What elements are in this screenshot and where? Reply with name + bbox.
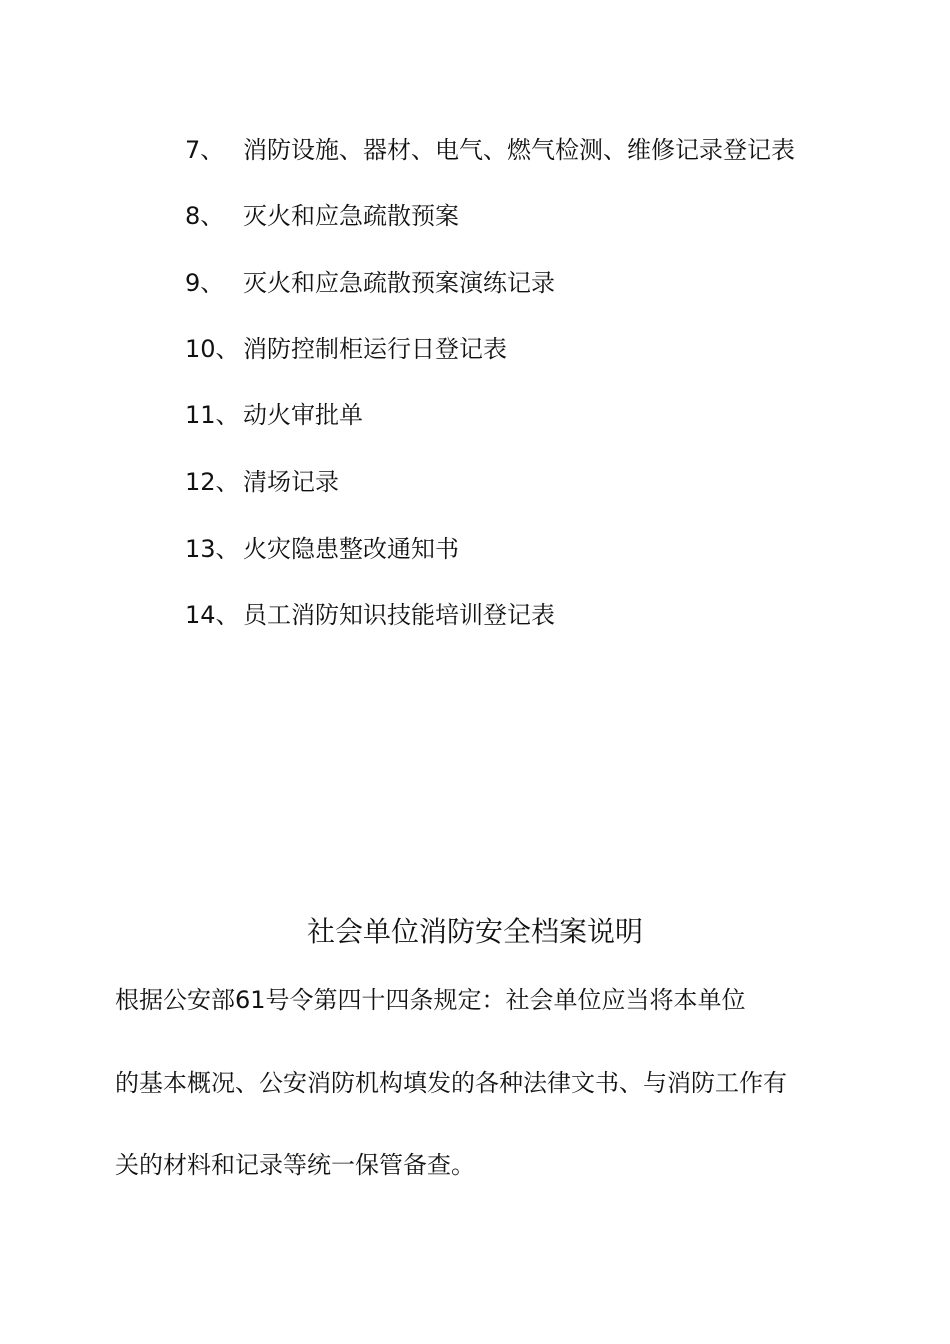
paragraph-line: 的基本概况、公安消防机构填发的各种法律文书、与消防工作有 (115, 1069, 787, 1097)
list-item-number: 13、 (185, 535, 240, 563)
paragraph-line: 关的材料和记录等统一保管备查。 (115, 1151, 475, 1179)
list-item (0, 595, 950, 635)
paragraph-line: 根据公安部61号令第四十四条规定：社会单位应当将本单位 (115, 986, 746, 1014)
list-item-number: 14、 (185, 601, 240, 629)
list-item-text: 消防控制柜运行日登记表 (243, 335, 507, 363)
list-item-text: 灭火和应急疏散预案 (243, 202, 459, 230)
list-item-text: 消防设施、器材、电气、燃气检测、维修记录登记表 (243, 136, 795, 164)
list-item-text: 清场记录 (243, 468, 339, 496)
list-item (0, 329, 950, 369)
list-item-number: 9、 (185, 269, 225, 297)
list-item (0, 395, 950, 435)
section-title: 社会单位消防安全档案说明 (306, 915, 643, 948)
list-item-number: 12、 (185, 468, 240, 496)
list-item-text: 火灾隐患整改通知书 (243, 535, 459, 563)
document-list (0, 0, 950, 660)
list-item-number: 7、 (185, 136, 225, 164)
list-item (0, 529, 950, 569)
list-item-number: 8、 (185, 202, 225, 230)
list-item-text: 员工消防知识技能培训登记表 (243, 601, 555, 629)
list-item-text: 动火审批单 (243, 401, 363, 429)
list-item (0, 462, 950, 502)
list-item-number: 10、 (185, 335, 240, 363)
list-item-text: 灭火和应急疏散预案演练记录 (243, 269, 555, 297)
list-item (0, 196, 950, 236)
list-item-number: 11、 (185, 401, 240, 429)
list-item (0, 263, 950, 303)
list-item (0, 130, 950, 170)
